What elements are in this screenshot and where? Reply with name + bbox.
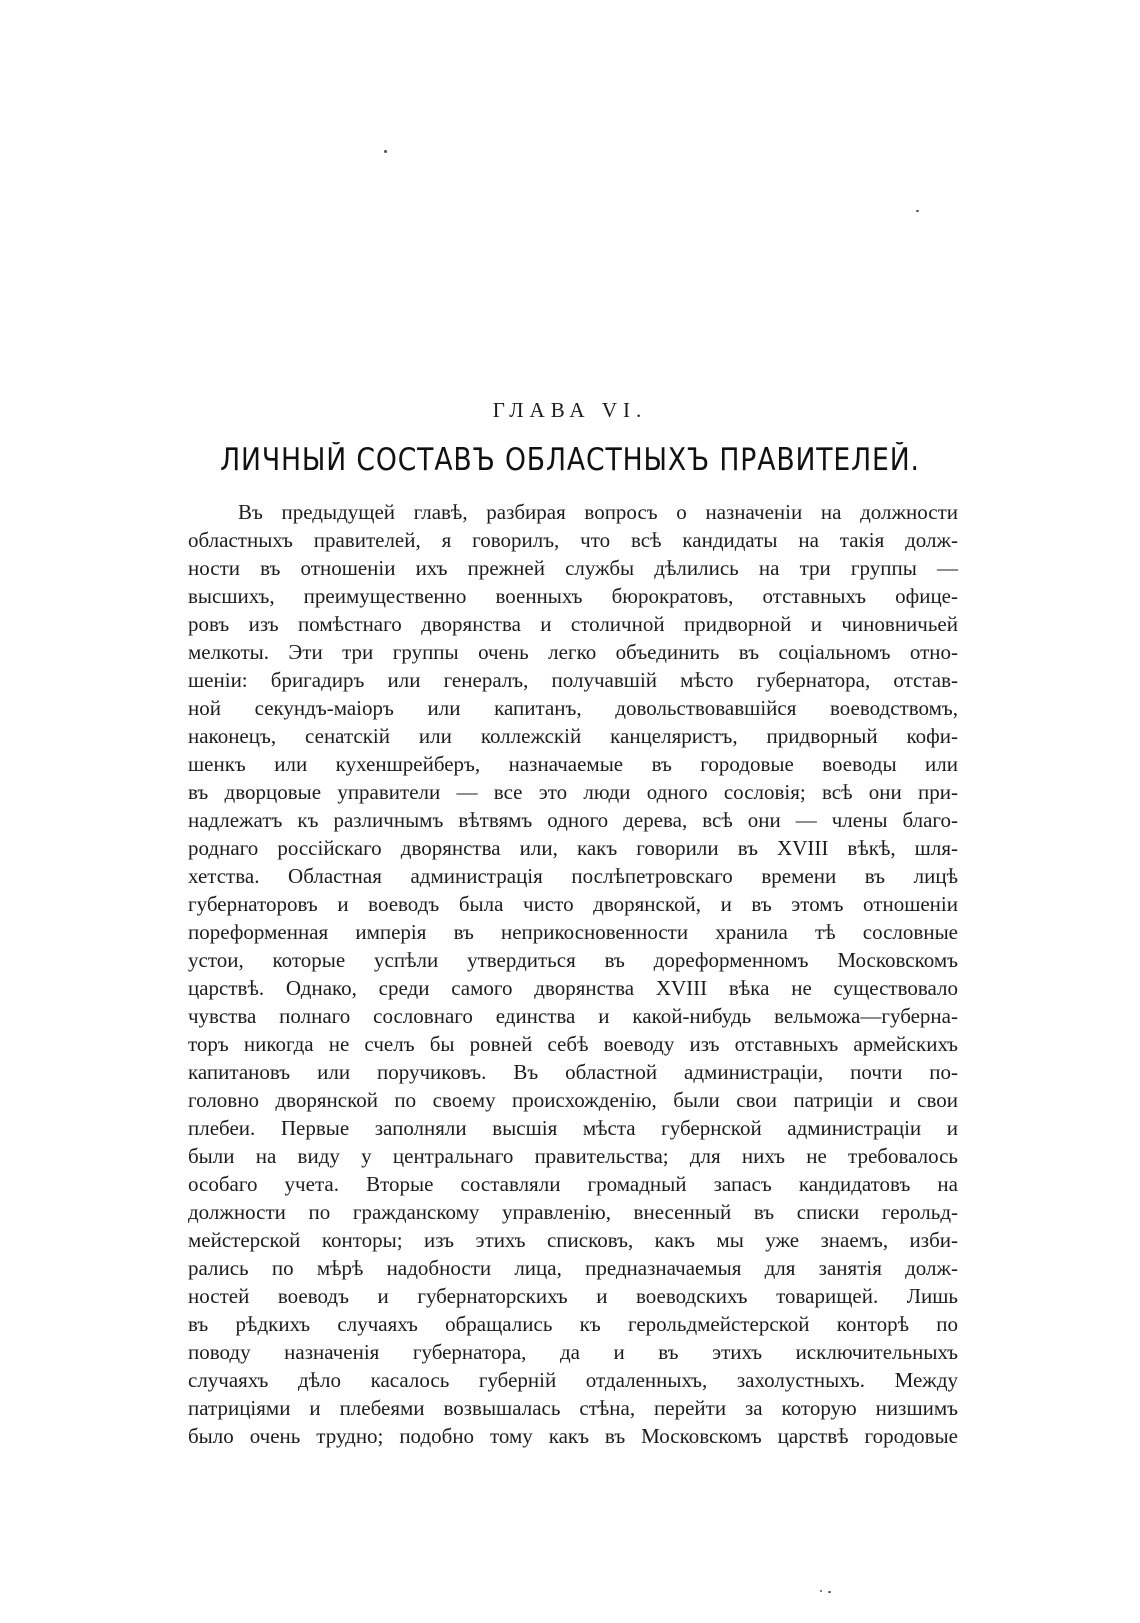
chapter-number: ГЛАВА VI. <box>492 398 648 422</box>
text-line: ной секундъ-маіоръ или капитанъ, довольствовавшійся воеводствомъ, <box>188 696 958 720</box>
text-line: мелкоты. Эти три группы очень легко объединить въ соціальномъ отно- <box>188 640 958 664</box>
text-line: хетства. Областная администрація послѣпетровскаго времени въ лицѣ <box>188 864 958 888</box>
text-line: шеніи: бригадиръ или генералъ, получавшій мѣсто губернатора, отстав- <box>188 668 958 692</box>
text-line: ностей воеводъ и губернаторскихъ и воеводскихъ товарищей. Лишь <box>188 1284 958 1308</box>
text-line: патриціями и плебеями возвышалась стѣна, перейти за которую низшимъ <box>188 1396 958 1420</box>
text-line: ности въ отношеніи ихъ прежней службы дѣлились на три группы — <box>188 556 958 580</box>
text-line: особаго учета. Вторые составляли громадный запасъ кандидатовъ на <box>188 1172 958 1196</box>
text-line: Въ предыдущей главѣ, разбирая вопросъ о назначеніи на должности <box>238 500 958 524</box>
text-line: случаяхъ дѣло касалось губерній отдаленныхъ, захолустныхъ. Между <box>188 1368 958 1392</box>
text-line: высшихъ, преимущественно военныхъ бюрократовъ, отставныхъ офице- <box>188 584 958 608</box>
text-line: было очень трудно; подобно тому какъ въ Московскомъ царствѣ городовые <box>188 1424 958 1448</box>
text-line: рались по мѣрѣ надобности лица, предназначаемыя для занятія долж- <box>188 1256 958 1280</box>
body-text <box>188 498 958 1450</box>
scan-speck <box>384 150 387 153</box>
text-line: ровъ изъ помѣстнаго дворянства и столичной придворной и чиновничьей <box>188 612 958 636</box>
scan-speck <box>820 1590 822 1592</box>
text-line: царствѣ. Однако, среди самого дворянства XVIII вѣка не существовало <box>188 976 958 1000</box>
text-line: пореформенная имперія въ неприкосновенности хранила тѣ сословные <box>188 920 958 944</box>
scan-speck <box>916 210 919 212</box>
text-line: шенкъ или кухеншрейберъ, назначаемые въ городовые воеводы или <box>188 752 958 776</box>
text-line: въ рѣдкихъ случаяхъ обращались къ герольдмейстерской конторѣ по <box>188 1312 958 1336</box>
text-line: чувства полнаго сословнаго единства и какой-нибудь вельможа—губерна- <box>188 1004 958 1028</box>
text-line: плебеи. Первые заполняли высшія мѣста губернской администраціи и <box>188 1116 958 1140</box>
scan-speck <box>828 1591 831 1593</box>
text-line: капитановъ или поручиковъ. Въ областной администраціи, почти по- <box>188 1060 958 1084</box>
text-line: были на виду у центральнаго правительства; для нихъ не требовалось <box>188 1144 958 1168</box>
text-line: въ дворцовые управители — все это люди одного сословія; всѣ они при- <box>188 780 958 804</box>
text-line: губернаторовъ и воеводъ была чисто дворянской, и въ этомъ отношеніи <box>188 892 958 916</box>
text-line: надлежатъ къ различнымъ вѣтвямъ одного дерева, всѣ они — члены благо- <box>188 808 958 832</box>
text-line: поводу назначенія губернатора, да и въ этихъ исключительныхъ <box>188 1340 958 1364</box>
text-line: наконецъ, сенатскій или коллежскій канцеляристъ, придворный кофи- <box>188 724 958 748</box>
text-line: головно дворянской по своему происхожденію, были свои патриціи и свои <box>188 1088 958 1112</box>
chapter-title: ЛИЧНЫЙ СОСТАВЪ ОБЛАСТНЫХЪ ПРАВИТЕЛЕЙ. <box>220 442 920 478</box>
text-line: мейстерской конторы; изъ этихъ списковъ, какъ мы уже знаемъ, изби- <box>188 1228 958 1252</box>
text-line: устои, которые успѣли утвердиться въ дореформенномъ Московскомъ <box>188 948 958 972</box>
text-line: должности по гражданскому управленію, внесенный въ списки герольд- <box>188 1200 958 1224</box>
text-line: областныхъ правителей, я говорилъ, что всѣ кандидаты на такія долж- <box>188 528 958 552</box>
text-line: роднаго россійскаго дворянства или, какъ говорили въ XVIII вѣкѣ, шля- <box>188 836 958 860</box>
text-line: торъ никогда не счелъ бы ровней себѣ воеводу изъ отставныхъ армейскихъ <box>188 1032 958 1056</box>
